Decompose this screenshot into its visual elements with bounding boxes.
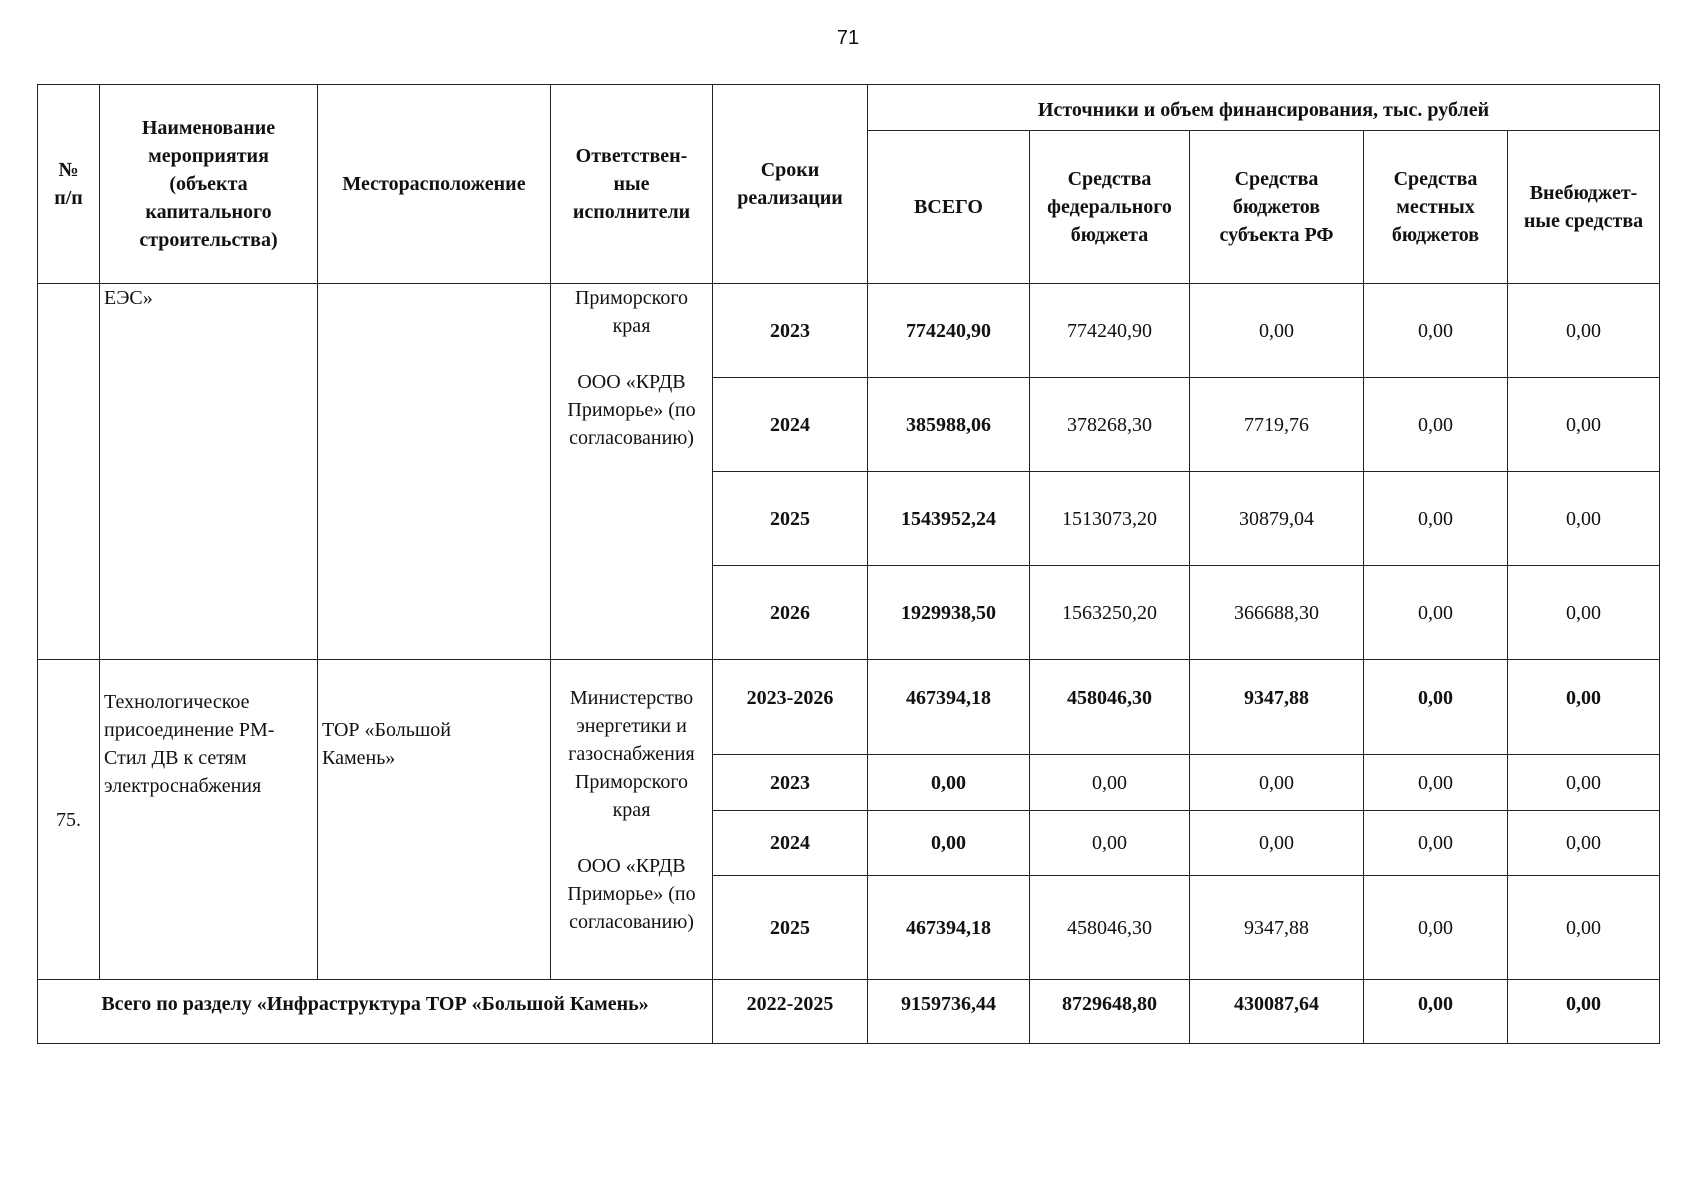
cell-local: 0,00: [1364, 660, 1508, 755]
cell-local: 0,00: [1364, 566, 1508, 660]
cell-subject: 366688,30: [1190, 566, 1364, 660]
cell-name: Технологическое присоединение РМ- Стил ДВ к сетям электроснабжения: [100, 660, 318, 980]
cell-subject: 9347,88: [1190, 660, 1364, 755]
cell-subject: 9347,88: [1190, 876, 1364, 980]
cell-total: 0,00: [868, 755, 1030, 811]
cell-total: 774240,90: [868, 284, 1030, 378]
summary-local: 0,00: [1364, 980, 1508, 1044]
header-no: № п/п: [38, 85, 100, 284]
cell-no: 75.: [38, 660, 100, 980]
cell-extra: 0,00: [1508, 284, 1660, 378]
cell-local: 0,00: [1364, 755, 1508, 811]
summary-subject: 430087,64: [1190, 980, 1364, 1044]
header-name: Наименование мероприятия (объекта капитального строительства): [100, 85, 318, 284]
cell-executors: Приморского края ООО «КРДВ Приморье» (по согласованию): [551, 284, 713, 660]
cell-federal: 774240,90: [1030, 284, 1190, 378]
header-period: Сроки реализации: [713, 85, 868, 284]
page-number: 71: [836, 27, 860, 49]
cell-total: 0,00: [868, 811, 1030, 876]
cell-total: 467394,18: [868, 876, 1030, 980]
cell-federal: 378268,30: [1030, 378, 1190, 472]
cell-total: 1543952,24: [868, 472, 1030, 566]
cell-federal: 1563250,20: [1030, 566, 1190, 660]
cell-extra: 0,00: [1508, 811, 1660, 876]
table-row: [38, 660, 1660, 755]
header-funding-group: Источники и объем финансирования, тыс. рублей: [868, 85, 1660, 131]
header-executors: Ответствен- ные исполнители: [551, 85, 713, 284]
header-local: Средства местных бюджетов: [1364, 131, 1508, 284]
summary-period: 2022-2025: [713, 980, 868, 1044]
cell-federal: 1513073,20: [1030, 472, 1190, 566]
cell-year: 2025: [713, 472, 868, 566]
cell-total: 385988,06: [868, 378, 1030, 472]
cell-subject: 0,00: [1190, 811, 1364, 876]
summary-row: [38, 980, 1660, 1044]
cell-extra: 0,00: [1508, 755, 1660, 811]
summary-extra: 0,00: [1508, 980, 1660, 1044]
header-total: ВСЕГО: [868, 131, 1030, 284]
cell-year: 2024: [713, 378, 868, 472]
cell-federal: 458046,30: [1030, 876, 1190, 980]
header-extra: Внебюджет- ные средства: [1508, 131, 1660, 284]
cell-year: 2023: [713, 284, 868, 378]
header-federal: Средства федерального бюджета: [1030, 131, 1190, 284]
header-location: Месторасположение: [318, 85, 551, 284]
cell-subject: 7719,76: [1190, 378, 1364, 472]
financing-table: [37, 84, 1660, 1044]
cell-year: 2023: [713, 755, 868, 811]
cell-location: ТОР «Большой Камень»: [318, 660, 551, 980]
cell-extra: 0,00: [1508, 378, 1660, 472]
cell-federal: 0,00: [1030, 811, 1190, 876]
cell-local: 0,00: [1364, 378, 1508, 472]
cell-subject: 0,00: [1190, 755, 1364, 811]
cell-extra: 0,00: [1508, 566, 1660, 660]
cell-extra: 0,00: [1508, 660, 1660, 755]
cell-year: 2023-2026: [713, 660, 868, 755]
cell-local: 0,00: [1364, 811, 1508, 876]
cell-local: 0,00: [1364, 876, 1508, 980]
cell-no: [38, 284, 100, 660]
cell-extra: 0,00: [1508, 876, 1660, 980]
cell-location: [318, 284, 551, 660]
cell-year: 2025: [713, 876, 868, 980]
cell-year: 2026: [713, 566, 868, 660]
table-row: [38, 284, 1660, 378]
cell-federal: 458046,30: [1030, 660, 1190, 755]
cell-subject: 0,00: [1190, 284, 1364, 378]
cell-total: 1929938,50: [868, 566, 1030, 660]
cell-federal: 0,00: [1030, 755, 1190, 811]
summary-label: Всего по разделу «Инфраструктура ТОР «Большой Камень»: [38, 980, 713, 1044]
cell-year: 2024: [713, 811, 868, 876]
cell-local: 0,00: [1364, 472, 1508, 566]
cell-local: 0,00: [1364, 284, 1508, 378]
summary-federal: 8729648,80: [1030, 980, 1190, 1044]
cell-extra: 0,00: [1508, 472, 1660, 566]
header-subject: Средства бюджетов субъекта РФ: [1190, 131, 1364, 284]
summary-total: 9159736,44: [868, 980, 1030, 1044]
cell-name: ЕЭС»: [100, 284, 318, 660]
cell-executors: Министерство энергетики и газоснабжения Приморского края ООО «КРДВ Приморье» (по согласованию): [551, 660, 713, 980]
cell-total: 467394,18: [868, 660, 1030, 755]
cell-subject: 30879,04: [1190, 472, 1364, 566]
